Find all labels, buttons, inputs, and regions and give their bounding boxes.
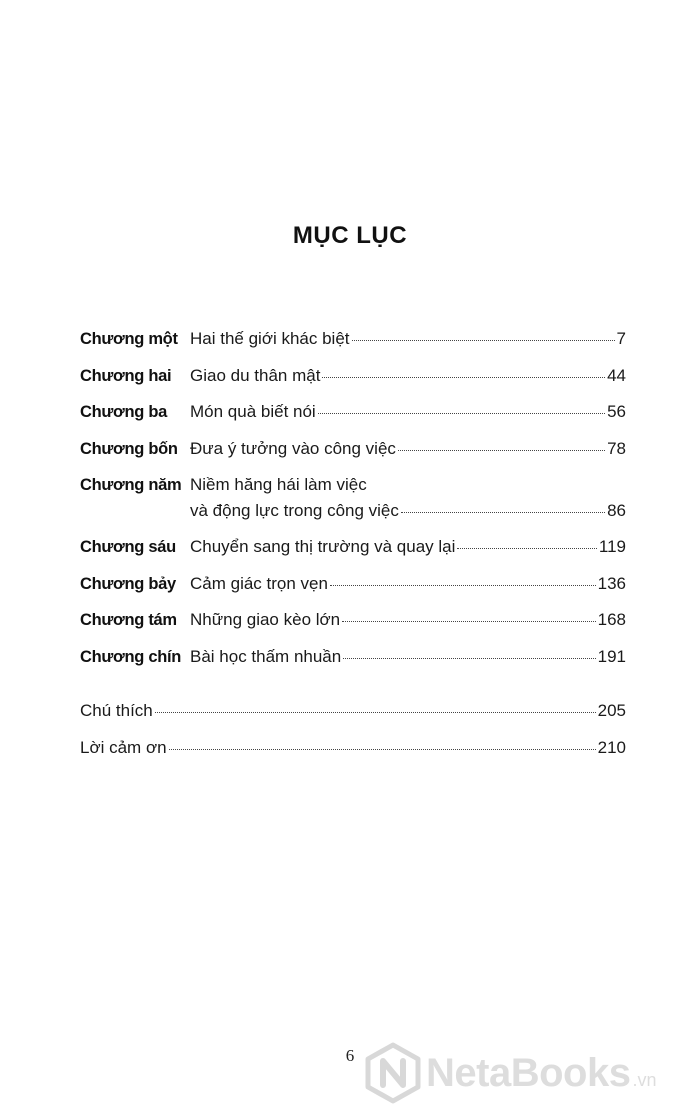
chapter-entry bbox=[190, 571, 626, 597]
notes-title: Chú thích bbox=[80, 701, 153, 720]
chapter-title: Hai thế giới khác biệt bbox=[190, 329, 350, 348]
watermark bbox=[364, 1042, 656, 1104]
chapter-line bbox=[190, 607, 626, 633]
chapter-page: 86 bbox=[607, 501, 626, 520]
chapter-line bbox=[190, 534, 626, 560]
chapter-page: 119 bbox=[598, 537, 626, 556]
dot-leader bbox=[155, 708, 596, 713]
chapter-entry bbox=[190, 534, 626, 560]
chapter-title: Cảm giác trọn vẹn bbox=[190, 573, 328, 593]
chapter-title: Món quà biết nói bbox=[190, 402, 316, 421]
toc-row-notes[interactable] bbox=[80, 698, 626, 724]
notes-page: 205 bbox=[597, 701, 626, 720]
chapter-entry bbox=[190, 607, 626, 633]
chapter-label: Chương một bbox=[80, 330, 178, 348]
chapter-title: Giao du thân mật bbox=[190, 365, 321, 385]
chapter-page: 56 bbox=[607, 402, 626, 421]
toc-row[interactable] bbox=[80, 326, 626, 352]
chapter-page: 44 bbox=[607, 365, 626, 385]
toc-row[interactable] bbox=[80, 644, 626, 670]
chapter-label: Chương bốn bbox=[80, 439, 178, 458]
chapter-page: 7 bbox=[616, 329, 626, 348]
chapter-line bbox=[190, 436, 626, 462]
chapter-title: Bài học thấm nhuần bbox=[190, 646, 342, 666]
chapter-line bbox=[190, 399, 626, 425]
chapter-line bbox=[190, 363, 626, 389]
chapter-label: Chương bảy bbox=[80, 574, 176, 593]
watermark-tld: .vn bbox=[632, 1069, 657, 1090]
toc-row[interactable] bbox=[80, 534, 626, 560]
toc-row[interactable] bbox=[80, 571, 626, 597]
dot-leader bbox=[330, 581, 596, 586]
toc-row[interactable] bbox=[80, 607, 626, 633]
chapter-entry bbox=[190, 326, 626, 352]
dot-leader bbox=[318, 409, 605, 414]
back-matter-list bbox=[80, 698, 626, 771]
chapter-entry bbox=[190, 436, 626, 462]
dot-leader bbox=[322, 373, 605, 378]
page-title: MỤC LỤC bbox=[292, 222, 408, 249]
toc-row[interactable] bbox=[80, 363, 626, 389]
dot-leader bbox=[457, 544, 596, 549]
chapter-label: Chương sáu bbox=[80, 538, 176, 556]
chapter-label: Chương ba bbox=[80, 403, 167, 421]
dot-leader bbox=[169, 745, 596, 750]
chapter-label: Chương chín bbox=[80, 647, 182, 666]
acknowledgements-title: Lời cảm ơn bbox=[80, 737, 167, 757]
acknowledgements-page: 210 bbox=[597, 737, 626, 757]
chapter-page: 191 bbox=[597, 646, 626, 666]
toc-row[interactable] bbox=[80, 472, 626, 524]
chapter-entry bbox=[190, 363, 626, 389]
page-number: 6 bbox=[345, 1046, 355, 1065]
chapter-entry bbox=[190, 399, 626, 425]
toc-row[interactable] bbox=[80, 399, 626, 425]
chapter-title-continued: và động lực trong công việc bbox=[190, 501, 399, 520]
chapter-line bbox=[190, 498, 626, 524]
chapter-title: Niềm hăng hái làm việc bbox=[190, 475, 367, 494]
chapter-title: Đưa ý tưởng vào công việc bbox=[190, 438, 396, 458]
dot-leader bbox=[398, 446, 605, 451]
chapter-entry bbox=[190, 472, 626, 524]
chapter-page: 136 bbox=[597, 573, 626, 593]
dot-leader bbox=[401, 508, 605, 513]
chapter-line bbox=[190, 644, 626, 670]
dot-leader bbox=[352, 336, 615, 341]
toc-row[interactable] bbox=[80, 436, 626, 462]
chapter-line bbox=[190, 326, 626, 352]
chapter-title: Những giao kèo lớn bbox=[190, 610, 341, 629]
chapter-line bbox=[190, 571, 626, 597]
toc-row-acknowledgements[interactable] bbox=[80, 735, 626, 761]
chapter-label: Chương tám bbox=[80, 611, 177, 629]
dot-leader bbox=[342, 617, 596, 622]
chapter-entry bbox=[190, 644, 626, 670]
chapter-label: Chương hai bbox=[80, 366, 172, 385]
chapter-page: 78 bbox=[607, 438, 626, 458]
chapter-title: Chuyển sang thị trường và quay lại bbox=[190, 537, 456, 556]
dot-leader bbox=[343, 654, 595, 659]
chapter-line bbox=[190, 472, 626, 498]
watermark-text: NetaBooks bbox=[426, 1050, 631, 1095]
chapter-page: 168 bbox=[597, 610, 626, 629]
chapter-label: Chương năm bbox=[80, 476, 182, 494]
table-of-contents bbox=[80, 326, 626, 680]
n-hexagon-logo-icon bbox=[364, 1042, 422, 1104]
